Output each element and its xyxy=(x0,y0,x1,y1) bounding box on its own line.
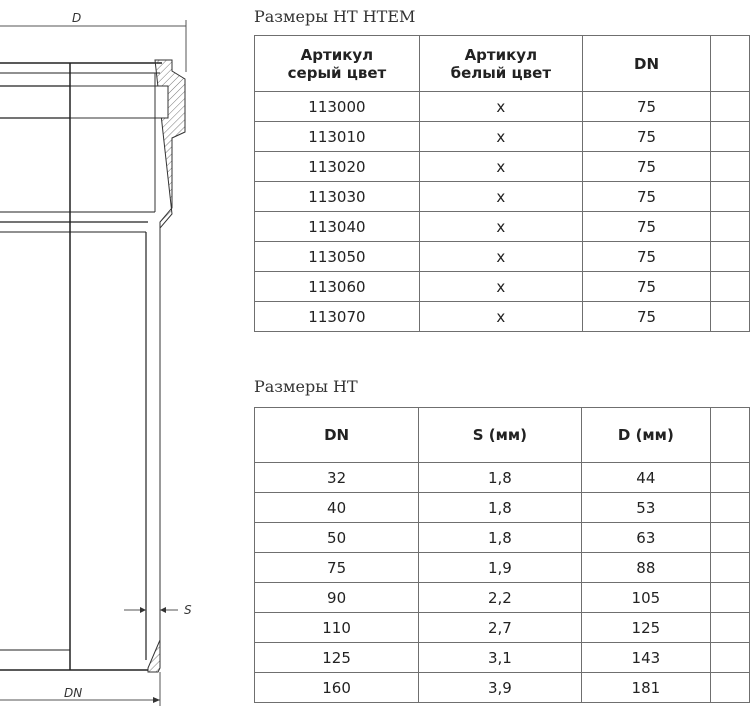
table-cell: 50 xyxy=(255,523,419,553)
table-cell xyxy=(711,242,750,272)
table-row xyxy=(255,92,750,122)
table-row xyxy=(255,182,750,212)
col-header-article-white: Артикул белый цвет xyxy=(419,36,582,92)
table-cell: 113000 xyxy=(255,92,420,122)
table-cell: 143 xyxy=(581,643,710,673)
col-header-dn: DN xyxy=(582,36,710,92)
table-cell: 160 xyxy=(255,673,419,703)
table-cell: 75 xyxy=(582,92,710,122)
table-cell: 181 xyxy=(581,673,710,703)
pipe-section-drawing xyxy=(0,0,250,714)
table-cell: 1,8 xyxy=(419,493,581,523)
col-header-dn: DN xyxy=(255,408,419,463)
table-row xyxy=(255,122,750,152)
table-row xyxy=(255,272,750,302)
table-row xyxy=(255,673,750,703)
table-row xyxy=(255,152,750,182)
table-cell xyxy=(711,302,750,332)
ht-dimensions-table xyxy=(254,407,750,703)
table-header-row xyxy=(255,36,750,92)
seal-ring xyxy=(70,86,168,118)
table-row xyxy=(255,302,750,332)
table-cell: 3,9 xyxy=(419,673,581,703)
table-cell: 2,2 xyxy=(419,583,581,613)
table-cell: 53 xyxy=(581,493,710,523)
table-cell: 44 xyxy=(581,463,710,493)
table-cell: 88 xyxy=(581,553,710,583)
table-row xyxy=(255,613,750,643)
table-cell: 40 xyxy=(255,493,419,523)
s-dimension-label: S xyxy=(184,603,192,617)
table-row xyxy=(255,212,750,242)
table-cell: x xyxy=(419,182,582,212)
table-cell: x xyxy=(419,302,582,332)
table-cell: x xyxy=(419,122,582,152)
table-cell xyxy=(711,523,750,553)
table-cell: 1,8 xyxy=(419,463,581,493)
table-cell: x xyxy=(419,272,582,302)
table-cell: 113040 xyxy=(255,212,420,242)
table-cell: x xyxy=(419,152,582,182)
d-dimension-label: D xyxy=(72,11,82,25)
table-cell: 75 xyxy=(582,272,710,302)
table-cell: 32 xyxy=(255,463,419,493)
table-cell: x xyxy=(419,242,582,272)
table-cell: 75 xyxy=(582,212,710,242)
htem-dimensions-table xyxy=(254,35,750,332)
table-cell: 75 xyxy=(255,553,419,583)
table-row xyxy=(255,583,750,613)
table-cell xyxy=(711,463,750,493)
table-cell: 105 xyxy=(581,583,710,613)
table-cell xyxy=(711,583,750,613)
table-cell xyxy=(711,122,750,152)
table-row xyxy=(255,523,750,553)
table-cell xyxy=(711,212,750,242)
table-cell: 113070 xyxy=(255,302,420,332)
table-cell: x xyxy=(419,212,582,242)
table-cell xyxy=(711,182,750,212)
table-cell xyxy=(711,553,750,583)
table-row xyxy=(255,242,750,272)
table-cell xyxy=(711,92,750,122)
table-cell xyxy=(711,673,750,703)
table-cell xyxy=(711,493,750,523)
ht-table-caption: Размеры HT xyxy=(254,377,358,396)
table-cell xyxy=(711,613,750,643)
table-cell: 125 xyxy=(581,613,710,643)
table-cell: 2,7 xyxy=(419,613,581,643)
col-header-article-grey: Артикул серый цвет xyxy=(255,36,420,92)
table-cell: 75 xyxy=(582,302,710,332)
table-header-row xyxy=(255,408,750,463)
table-cell: 110 xyxy=(255,613,419,643)
table-cell: 113050 xyxy=(255,242,420,272)
col-header-s: S (мм) xyxy=(419,408,581,463)
table-cell: 75 xyxy=(582,242,710,272)
table-cell: 113020 xyxy=(255,152,420,182)
table-cell: 1,8 xyxy=(419,523,581,553)
table-cell: 113060 xyxy=(255,272,420,302)
table-cell: 90 xyxy=(255,583,419,613)
table-row xyxy=(255,463,750,493)
table-cell: 125 xyxy=(255,643,419,673)
table-cell: 113030 xyxy=(255,182,420,212)
htem-table-caption: Размеры HT HTEM xyxy=(254,7,416,26)
table-row xyxy=(255,493,750,523)
table-cell: 75 xyxy=(582,122,710,152)
table-cell: 3,1 xyxy=(419,643,581,673)
dn-dimension-label: DN xyxy=(64,686,83,700)
socket-profile xyxy=(148,60,185,672)
table-cell xyxy=(711,643,750,673)
col-header-d: D (мм) xyxy=(581,408,710,463)
table-cell xyxy=(711,152,750,182)
table-cell: x xyxy=(419,92,582,122)
table-cell: 1,9 xyxy=(419,553,581,583)
col-header-cut xyxy=(711,36,750,92)
table-cell xyxy=(711,272,750,302)
table-row xyxy=(255,553,750,583)
table-cell: 113010 xyxy=(255,122,420,152)
col-header-cut xyxy=(711,408,750,463)
table-cell: 75 xyxy=(582,152,710,182)
table-cell: 63 xyxy=(581,523,710,553)
table-row xyxy=(255,643,750,673)
table-cell: 75 xyxy=(582,182,710,212)
